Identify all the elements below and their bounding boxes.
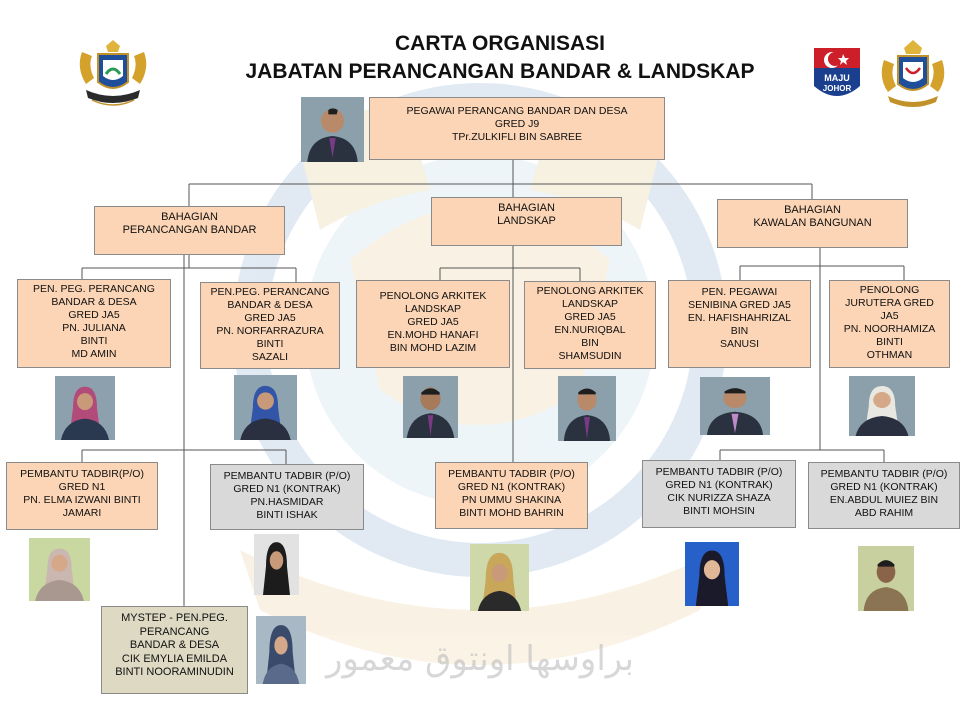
box-text-line: OTHMAN xyxy=(866,349,913,361)
box-text-line: SAZALI xyxy=(251,351,289,363)
box-text-line: PERANCANGAN BANDAR xyxy=(122,224,257,236)
box-text-line: PEMBANTU TADBIR (P/O) xyxy=(448,468,575,480)
box-text-line: PEN.PEG. PERANCANG xyxy=(210,286,330,298)
box-text-line: BAHAGIAN xyxy=(498,202,555,214)
box-text-line: SHAMSUDIN xyxy=(558,350,622,362)
box-text-line: SENIBINA GRED JA5 xyxy=(688,299,791,311)
johor-royal-crest-icon xyxy=(876,38,950,110)
photo-ummu xyxy=(470,544,529,611)
box-text-line: GRED N1 (KONTRAK) xyxy=(665,479,773,491)
box-text-line: EN.NURIQBAL xyxy=(554,324,626,336)
box-text-line: PN. NOORHAMIZA xyxy=(843,323,936,335)
head-grade: GRED J9 xyxy=(494,118,540,130)
photo-nurizza xyxy=(685,542,739,606)
box-text-line: BANDAR & DESA xyxy=(129,639,220,651)
box-text-line: PEN. PEGAWAI xyxy=(701,286,778,298)
photo-hasmidar xyxy=(254,534,299,595)
photo-emylia xyxy=(256,616,306,684)
box-text-line: PEMBANTU TADBIR (P/O) xyxy=(223,470,351,482)
box-text-line: GRED JA5 xyxy=(407,316,459,328)
box-text-line: PN.HASMIDAR xyxy=(250,496,324,508)
officer-box-juliana xyxy=(17,279,171,368)
box-text-line: PN. ELMA IZWANI BINTI xyxy=(23,494,141,506)
photo-hafishahrizal xyxy=(700,377,770,435)
box-text-line: BINTI ISHAK xyxy=(256,509,318,521)
officer-box-mohd-hanafi xyxy=(356,280,510,368)
box-text-line: PEMBANTU TADBIR(P/O) xyxy=(20,468,144,480)
officer-box-nuriqbal xyxy=(524,281,656,369)
box-text-line: JURUTERA GRED xyxy=(845,297,934,309)
box-text-line: MYSTEP - PEN.PEG. xyxy=(121,612,228,624)
box-text-line: BINTI xyxy=(876,336,903,348)
head-title: PEGAWAI PERANCANG BANDAR DAN DESA xyxy=(406,105,628,117)
box-text-line: GRED N1 (KONTRAK) xyxy=(830,481,938,493)
box-text-line: PERANCANG xyxy=(139,625,210,638)
officer-box-hafishahrizal xyxy=(668,280,811,368)
box-text-line: GRED JA5 xyxy=(244,312,296,324)
box-text-line: EN.MOHD HANAFI xyxy=(387,329,479,341)
photo-mohd-hanafi xyxy=(403,376,458,438)
box-text-line: GRED JA5 xyxy=(68,309,120,321)
assistant-box-ummu xyxy=(435,462,588,529)
box-text-line: PN. JULIANA xyxy=(62,322,126,334)
box-text-line: CIK NURIZZA SHAZA xyxy=(667,492,771,504)
officer-box-noorhamiza xyxy=(829,280,950,368)
box-text-line: PENOLONG ARKITEK xyxy=(536,285,644,297)
box-text-line: PN UMMU SHAKINA xyxy=(461,494,562,506)
photo-zulkifli xyxy=(301,97,364,162)
box-text-line: LANDSKAP xyxy=(497,215,556,227)
box-text-line: BAHAGIAN xyxy=(784,204,841,216)
assistant-box-abdul-muiez xyxy=(808,462,960,529)
photo-juliana xyxy=(55,376,115,440)
box-text-line: GRED N1 (KONTRAK) xyxy=(233,483,341,495)
box-text-line: MD AMIN xyxy=(71,348,117,360)
maju-badge-text-line1: MAJU xyxy=(824,73,850,83)
box-text-line: BIN xyxy=(730,325,749,337)
box-text-line: BIN xyxy=(581,337,599,349)
watermark-text: براوسها اونتوق معمور xyxy=(325,639,635,679)
head-name: TPr.ZULKIFLI BIN SABREE xyxy=(451,131,583,143)
box-text-line: BANDAR & DESA xyxy=(227,299,313,311)
box-text-line: BINTI xyxy=(256,338,284,350)
box-text-line: BAHAGIAN xyxy=(161,211,218,223)
box-text-line: BINTI MOHD BAHRIN xyxy=(459,507,564,519)
division-kawalan-box xyxy=(717,199,908,248)
officer-box-norfarrazura xyxy=(200,282,340,369)
box-text-line: GRED N1 (KONTRAK) xyxy=(457,481,566,493)
box-text-line: KAWALAN BANGUNAN xyxy=(753,217,872,229)
box-text-line: EN.ABDUL MUIEZ BIN xyxy=(829,494,939,506)
assistant-box-nurizza xyxy=(642,460,796,528)
photo-norfarrazura xyxy=(234,375,297,440)
maju-badge-text-line2: JOHOR xyxy=(822,84,852,93)
photo-elma xyxy=(29,538,90,601)
assistant-box-elma xyxy=(6,462,158,530)
division-perancangan-box xyxy=(94,206,285,255)
box-text-line: PN. NORFARRAZURA xyxy=(216,325,324,337)
box-text-line: BANDAR & DESA xyxy=(51,296,137,308)
johor-state-crest-icon xyxy=(72,38,154,112)
box-text-line: BINTI xyxy=(80,335,108,347)
mystep-box xyxy=(101,606,248,694)
box-text-line: PEMBANTU TADBIR (P/O) xyxy=(820,468,948,480)
photo-nuriqbal xyxy=(558,376,616,441)
box-text-line: PEN. PEG. PERANCANG xyxy=(33,283,155,295)
box-text-line: BINTI NOORAMINUDIN xyxy=(115,666,234,678)
box-text-line: BIN MOHD LAZIM xyxy=(389,342,477,354)
box-text-line: CIK EMYLIA EMILDA xyxy=(121,652,228,665)
assistant-box-hasmidar xyxy=(210,464,364,530)
box-text-line: PENOLONG ARKITEK xyxy=(379,290,487,302)
box-text-line: PEMBANTU TADBIR (P/O) xyxy=(655,466,783,478)
head-officer-box xyxy=(369,97,665,160)
box-text-line: EN. HAFISHAHRIZAL xyxy=(687,312,792,324)
box-text-line: ABD RAHIM xyxy=(854,507,914,519)
chart-title-line2: JABATAN PERANCANGAN BANDAR & LANDSKAP xyxy=(245,60,755,83)
box-text-line: JA5 xyxy=(880,310,899,322)
box-text-line: GRED N1 xyxy=(58,481,106,493)
box-text-line: BINTI MOHSIN xyxy=(683,505,755,517)
box-text-line: SANUSI xyxy=(719,338,760,350)
photo-abdul-muiez xyxy=(858,546,914,611)
division-landskap-box xyxy=(431,197,622,246)
photo-noorhamiza xyxy=(849,376,915,436)
maju-johor-badge-icon xyxy=(808,44,866,106)
box-text-line: LANDSKAP xyxy=(404,303,462,315)
box-text-line: GRED JA5 xyxy=(564,311,616,323)
box-text-line: JAMARI xyxy=(62,507,102,519)
box-text-line: PENOLONG xyxy=(859,284,920,296)
box-text-line: LANDSKAP xyxy=(561,298,619,310)
chart-title-line1: CARTA ORGANISASI xyxy=(395,32,605,55)
